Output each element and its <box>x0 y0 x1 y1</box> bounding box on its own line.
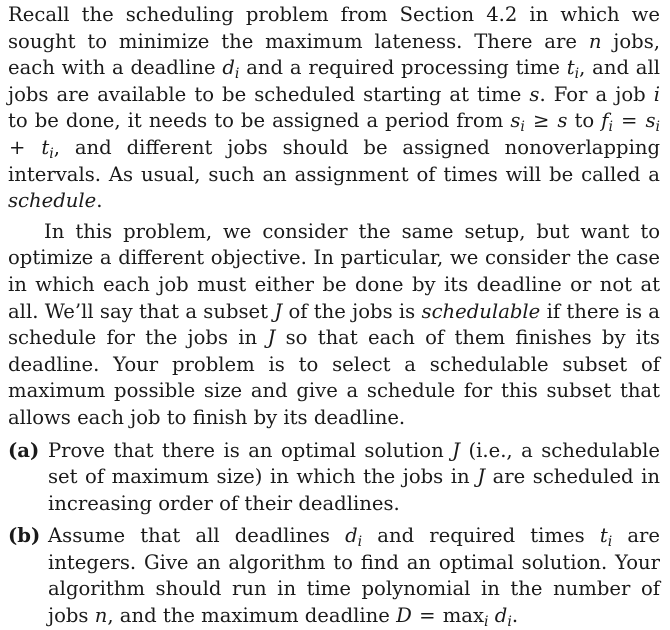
math-t-i: $t_i$ <box>599 524 613 551</box>
math-max-deadline: $D = \max_i d_i$ <box>396 604 512 630</box>
part-a <box>8 438 660 518</box>
math-t-i: $t_i$ <box>566 56 580 83</box>
math-s-i-geq-s: $s_i \ge s$ <box>510 109 568 136</box>
second-paragraph: In this problem, we consider the same setup, but want to optimize a different objective. In particular, we consider the case in which each job must either be done by its deadline or not at all. We’ll say that a subset J of the jobs is schedulable if there is a schedule for the jobs in J so that each of them finishes by its deadline. Your problem is to select a schedulable subset of maximum possible size and give a schedule for this subset that allows each job to finish by its deadline. <box>8 219 660 429</box>
part-b-label: (b) <box>8 524 41 548</box>
part-a-text: Prove that there is an optimal solution J (i.e., a schedulable set of maximum size) in which the jobs in J are scheduled in increasing order of their deadlines. <box>48 438 661 515</box>
part-b <box>8 523 660 629</box>
part-a-label: (a) <box>8 438 40 462</box>
part-b-text: Assume that all deadlines $d_i$ and required times $t_i$ are integers. Give an algorithm to find an optimal solution. Your algorithm should run in time polynomial in the number of jobs n, and the maximum deadline $D = \max_i d_i$. <box>48 524 660 630</box>
math-d-i: $d_i$ <box>222 56 240 83</box>
intro-paragraph: Recall the scheduling problem from Section 4.2 in which we sought to minimize the maximum lateness. There are n jobs, each with a deadline $d_i$ and a required processing time $t_i$, and all jobs are available to be scheduled starting at time s. For a job i to be done, it needs to be assigned a period from $s_i \ge s$ to $f_i = s_i + t_i$, and different jobs should be assigned nonoverlapping intervals. As usual, such an assignment of times will be called a schedule. <box>8 3 661 213</box>
math-d-i: $d_i$ <box>345 524 363 551</box>
math-f-i-equals: $f_i = s_i + t_i$ <box>9 109 661 162</box>
